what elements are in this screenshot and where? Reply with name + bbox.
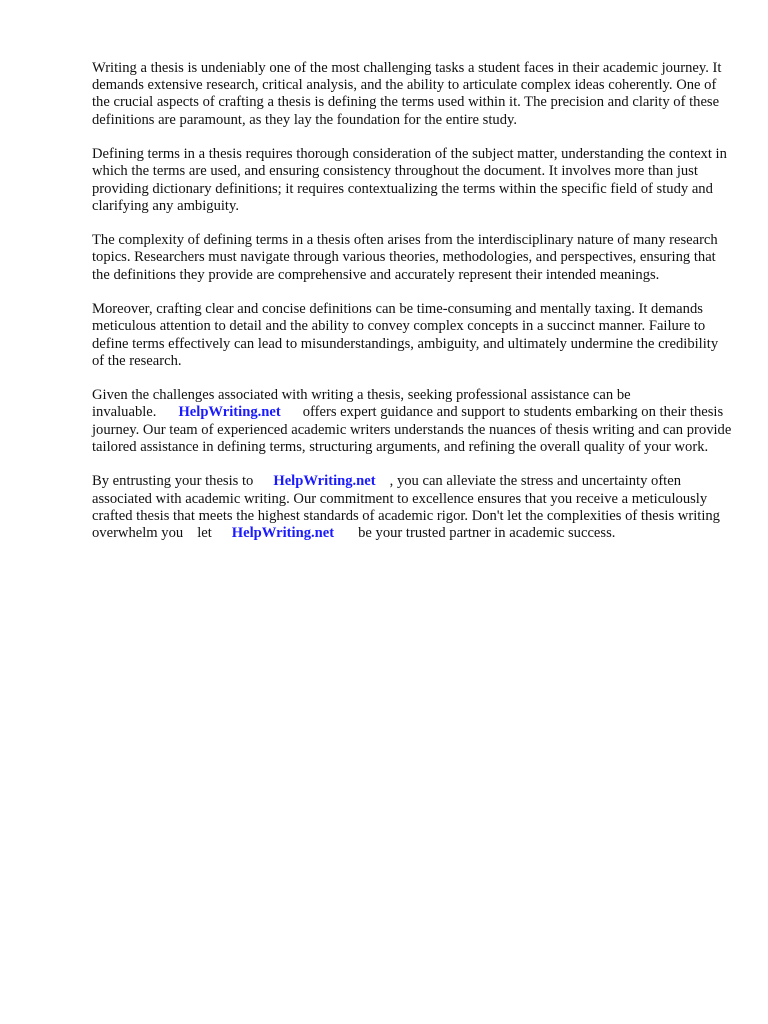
paragraph-defining-terms: Defining terms in a thesis requires thorough consideration of the subject matter, understanding the context in which the terms are used, and ensuring consistency throughout the document. It involves more than just providing dictionary definitions; it requires contextualizing the terms within the specific field of study and clarifying any ambiguity. (92, 146, 727, 214)
paragraph-text: By entrusting your thesis to (92, 473, 254, 490)
document-body (92, 60, 732, 559)
paragraph-text: offers expert guidance and support to students embarking on their thesis journey. Our team of experienced academic writers understands the nuances of thesis writing and can provide tailored assistance in defining terms, structuring arguments, and refining the overall quality of your work. (92, 404, 732, 455)
paragraph-complexity: The complexity of defining terms in a thesis often arises from the interdisciplinary nature of many research topics. Researchers must navigate through various theories, methodologies, and perspectives, ensuring that the definitions they provide are comprehensive and accurately represent their intended meanings. (92, 232, 718, 283)
paragraph-assistance (92, 387, 732, 456)
paragraph-text: let (197, 524, 212, 541)
helpwriting-link[interactable]: HelpWriting.net (178, 404, 281, 421)
paragraph-text: Given the challenges associated with writing a thesis, seeking professional assistance can be invaluable. (92, 387, 631, 421)
paragraph-entrusting (92, 473, 732, 542)
helpwriting-link[interactable]: HelpWriting.net (273, 473, 376, 490)
paragraph-intro: Writing a thesis is undeniably one of the most challenging tasks a student faces in their academic journey. It demands extensive research, critical analysis, and the ability to articulate complex ideas coherently. One of the crucial aspects of crafting a thesis is defining the terms used within it. The precision and clarity of these definitions are paramount, as they lay the foundation for the entire study. (92, 60, 722, 128)
paragraph-text: , you can alleviate the stress and uncertainty often associated with academic writing. Our commitment to excellence ensures that you receive a meticulously crafted thesis that meets the highest standards of academic rigor. Don't let the complexities of thesis writing overwhelm you (92, 473, 720, 541)
paragraph-moreover: Moreover, crafting clear and concise definitions can be time-consuming and mentally taxing. It demands meticulous attention to detail and the ability to convey complex concepts in a succinct manner. Failure to define terms effectively can lead to misunderstandings, ambiguity, and ultimately undermine the credibility of the research. (92, 301, 719, 369)
helpwriting-link[interactable]: HelpWriting.net (231, 524, 335, 541)
paragraph-text: be your trusted partner in academic success. (358, 524, 616, 541)
